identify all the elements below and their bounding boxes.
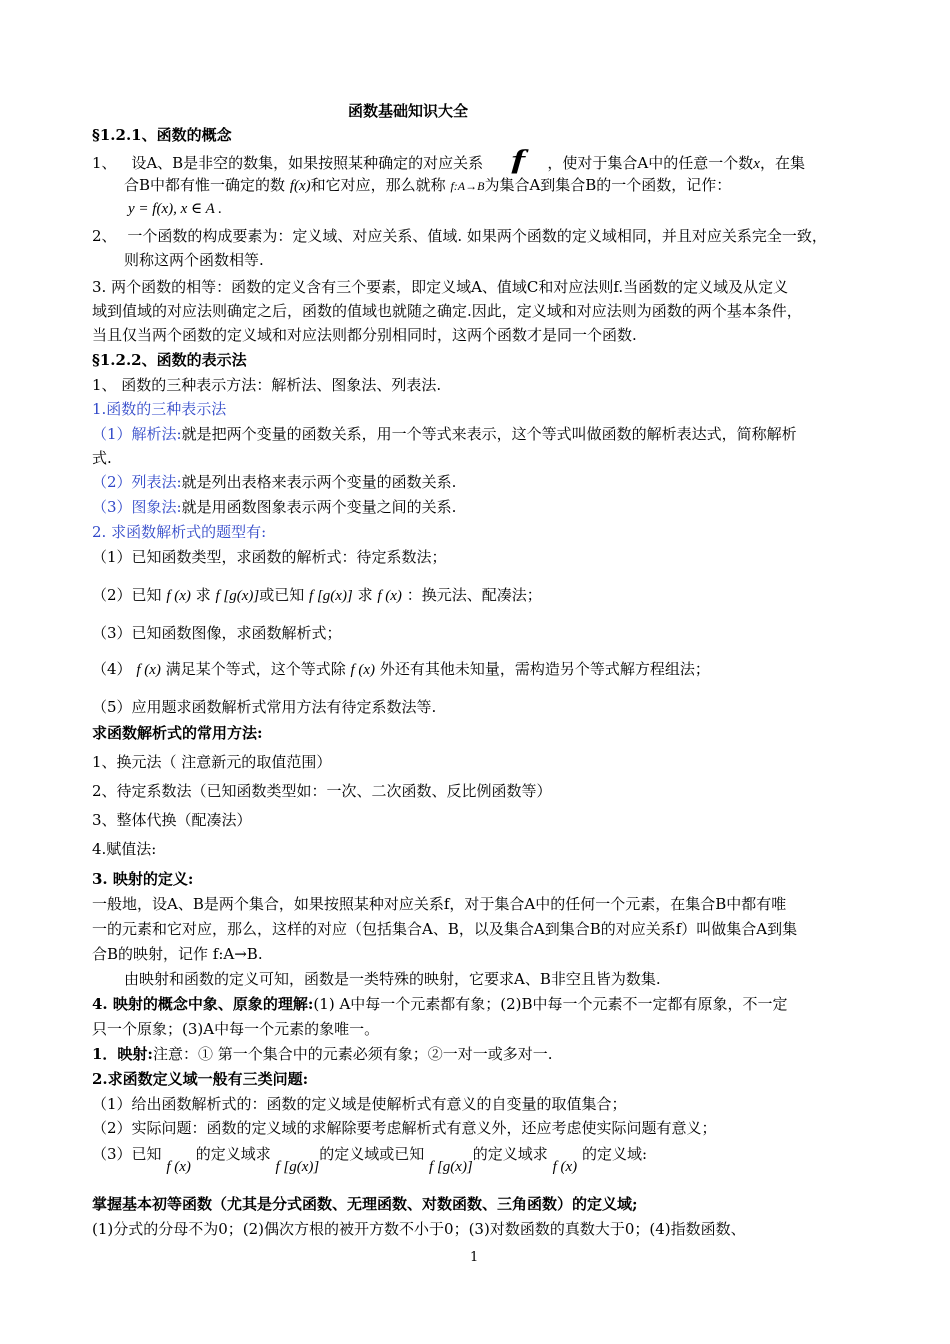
method-2: 2、待定系数法（已知函数类型如：一次、二次函数、反比例函数等）: [92, 782, 552, 800]
item-text: 合B中都有惟一确定的数: [124, 176, 286, 194]
method-text: 就是用函数图象表示两个变量之间的关系.: [181, 498, 457, 516]
text: ：换元法、配凑法；: [406, 586, 542, 604]
representation-subheading: 1.函数的三种表示法: [92, 400, 227, 418]
type-1: （1）已知函数类型，求函数的解析式：待定系数法；: [92, 548, 447, 566]
method-graph: [92, 497, 456, 517]
text: 或已知: [259, 586, 305, 604]
math-fx: f(x): [289, 178, 311, 194]
domain-item-2: （2）实际问题：函数的定义域的求解除要考虑解析式有意义外，还应考虑使实际问题有意义；: [92, 1119, 717, 1137]
concept-item-3-line-3: 当且仅当两个函数的定义域和对应法则都分别相同时，这两个函数才是同一个函数.: [92, 326, 637, 344]
method-4: 4.赋值法:: [92, 840, 157, 858]
basic-functions-line-1: (1)分式的分母不为0；(2)偶次方根的被开方数不小于0；(3)对数函数的真数大于0；(4)指数函数、: [92, 1220, 746, 1238]
mapping-line-3: 合B的映射，记作 f:A→B.: [92, 945, 263, 963]
method-analytic: [92, 424, 797, 444]
item-number: 2、: [92, 227, 117, 245]
mapping-line-2: 一的元素和它对应，那么，这样的对应（包括集合A、B，以及集合A到集合B的对应关系f）叫做集合A到集: [92, 920, 798, 938]
type-2: [92, 585, 542, 606]
math-fx: f (x): [377, 588, 402, 604]
concept-item-1-line-2: [124, 175, 731, 196]
method-label: （3）图象法:: [92, 498, 182, 516]
item-text: 一个函数的构成要素为：定义域、对应关系、值域. 如果两个函数的定义域相同，并且对应关系完全一致，: [127, 227, 827, 245]
math-x: x: [753, 156, 760, 172]
text: 的定义域:: [581, 1145, 647, 1163]
item-text: ，使对于集合A中的任意一个数: [547, 154, 754, 172]
mapping-concept-line-1: [92, 994, 788, 1014]
math-fx: f (x): [136, 662, 161, 678]
item-text: 设A、B是非空的数集，如果按照某种确定的对应关系: [131, 154, 484, 172]
type-4: [92, 659, 710, 680]
domain-item-3: [92, 1144, 647, 1175]
method-label: （1）解析法:: [92, 425, 182, 443]
text: （2）已知: [92, 586, 162, 604]
text: (1) A中每一个元素都有象；(2)B中每一个元素不一定都有原象，不一定: [313, 995, 788, 1013]
item-text: 和它对应，那么就称: [310, 176, 446, 194]
domain-item-1: （1）给出函数解析式的：函数的定义域是使解析式有意义的自变量的取值集合；: [92, 1095, 627, 1113]
item-number: 1、: [92, 154, 117, 172]
method-label: （2）列表法:: [92, 473, 182, 491]
method-text: 就是把两个变量的函数关系，用一个等式来表示，这个等式叫做函数的解析表达式，简称解析: [181, 425, 797, 443]
page-title: 函数基础知识大全: [348, 102, 469, 120]
item-text: ，在集: [759, 154, 805, 172]
method-analytic-cont: 式.: [92, 449, 112, 467]
bold-label: 4. 映射的概念中象、原象的理解:: [92, 995, 314, 1013]
bold-label: 1．映射:: [92, 1045, 153, 1063]
math-fx: f (x): [350, 662, 376, 678]
text: 的定义域或已知: [319, 1145, 425, 1163]
text: （4）: [92, 660, 132, 678]
text: 的定义域求: [472, 1145, 548, 1163]
type-3: （3）已知函数图像，求函数解析式；: [92, 624, 342, 642]
function-f-symbol: f: [511, 145, 526, 174]
mapping-line-1: 一般地，设A、B是两个集合，如果按照某种对应关系f，对于集合A中的任何一个元素，在集合B中都有唯: [92, 895, 787, 913]
math-fx: f (x): [552, 1159, 578, 1175]
section-heading-1-2-1: §1.2.1、函数的概念: [92, 126, 232, 144]
math-fgx: f [g(x)]: [275, 1159, 320, 1175]
method-text: 就是列出表格来表示两个变量的函数关系.: [181, 473, 457, 491]
representation-item-1: 1、 函数的三种表示方法：解析法、图象法、列表法.: [92, 376, 442, 394]
text: 求: [195, 586, 211, 604]
page-number: 1: [470, 1250, 479, 1265]
text: 求: [357, 586, 373, 604]
math-fx: f (x): [166, 588, 191, 604]
domain-heading: 2.求函数定义域一般有三类问题:: [92, 1070, 309, 1088]
math-fgx: f [g(x)]: [309, 588, 353, 604]
text: 外还有其他未知量，需构造另个等式解方程组法；: [379, 660, 710, 678]
mapping-line-4: 由映射和函数的定义可知，函数是一类特殊的映射，它要求A、B非空且皆为数集.: [124, 970, 661, 988]
concept-item-1-line-1: [92, 145, 805, 174]
section-heading-1-2-2: §1.2.2、函数的表示法: [92, 351, 247, 369]
text: （3）已知: [92, 1145, 162, 1163]
text: 注意：① 第一个集合中的元素必须有象；②一对一或多对一.: [152, 1045, 553, 1063]
concept-item-2-line-2: 则称这两个函数相等.: [124, 251, 264, 269]
methods-heading: 求函数解析式的常用方法:: [92, 724, 263, 742]
mapping-heading: 3. 映射的定义:: [92, 870, 194, 888]
text: 的定义域求: [195, 1145, 271, 1163]
concept-item-3-line-1: 3. 两个函数的相等：函数的定义含有三个要素，即定义域A、值域C和对应法则f.当函数的定义域及从定义: [92, 278, 789, 296]
mapping-note: [92, 1044, 553, 1064]
item-text: 为集合A到集合B的一个函数，记作：: [484, 176, 732, 194]
math-fgx: f [g(x)]: [429, 1159, 473, 1175]
math-mapping: f:A→B: [450, 179, 485, 193]
concept-item-2-line-1: [92, 226, 827, 246]
math-fgx: f [g(x)]: [215, 588, 260, 604]
concept-item-3-line-2: 域到值域的对应法则确定之后，函数的值域也就随之确定.因此，定义域和对应法则为函数的两个基本条件，: [92, 302, 802, 320]
function-notation: y = f(x), x ∈ A .: [128, 201, 222, 217]
types-heading: 2. 求函数解析式的题型有:: [92, 523, 267, 541]
basic-functions-heading: 掌握基本初等函数（尤其是分式函数、无理函数、对数函数、三角函数）的定义域;: [92, 1195, 638, 1213]
method-1: 1、换元法（ 注意新元的取值范围）: [92, 753, 332, 771]
math-fx: f (x): [166, 1159, 191, 1175]
method-3: 3、整体代换（配凑法）: [92, 811, 252, 829]
method-table: [92, 472, 456, 492]
mapping-concept-line-2: 只一个原象；(3)A中每一个元素的象唯一。: [92, 1020, 380, 1038]
type-5: （5）应用题求函数解析式常用方法有待定系数法等.: [92, 698, 437, 716]
text: 满足某个等式，这个等式除: [165, 660, 346, 678]
